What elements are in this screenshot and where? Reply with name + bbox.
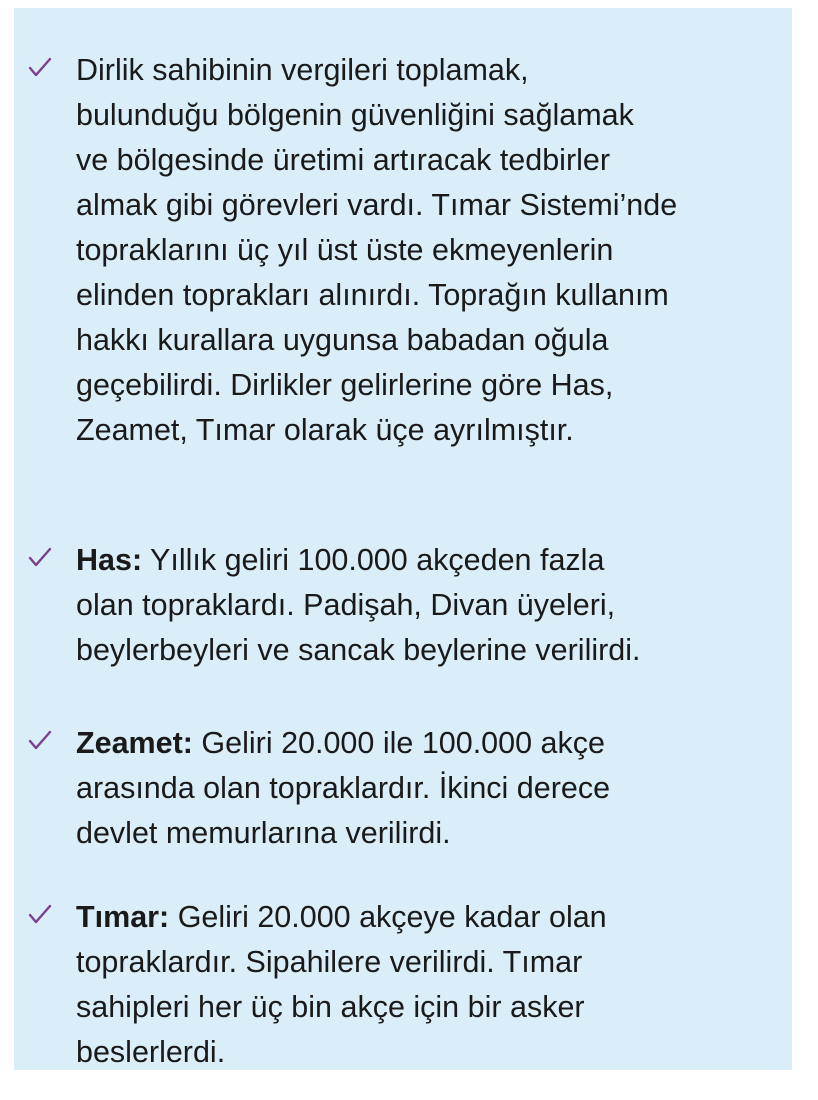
info-panel (14, 8, 792, 1070)
item-body: Yıllık geliri 100.000 akçeden fazla olan topraklardı. Padişah, Divan üyeleri, beylerbeyleri ve sancak beylerine verilirdi. (76, 543, 641, 667)
item-body: Geliri 20.000 ile 100.000 akçe arasında olan topraklardır. İkinci derece devlet memurlarına verilirdi. (76, 726, 611, 850)
item-text (76, 895, 788, 1075)
item-body: Geliri 20.000 akçeye kadar olan topraklardır. Sipahilere verilirdi. Tımar sahipleri her üç bin akçe için bir asker beslerlerdi. (76, 900, 607, 1069)
item-text (76, 48, 788, 453)
check-icon (26, 54, 54, 82)
item-term: Tımar: (76, 900, 170, 934)
check-icon (26, 544, 54, 572)
item-body: Dirlik sahibinin vergileri toplamak, bulunduğu bölgenin güvenliğini sağlamak ve bölgesinde üretimi artıracak tedbirler almak gibi görevleri vardı. Tımar Sistemi’nde topraklarını üç yıl üst üste ekmeyenlerin elinden toprakları alınırdı. Toprağın kullanım hakkı kurallara uygunsa babadan oğula geçebilirdi. Dirlikler gelirlerine göre Has, Zeamet, Tımar olarak üçe ayrılmıştır. (76, 53, 678, 447)
item-text (76, 538, 788, 673)
item-text (76, 721, 788, 856)
item-term: Zeamet: (76, 726, 193, 760)
check-icon (26, 901, 54, 929)
item-term: Has: (76, 543, 143, 577)
check-icon (26, 727, 54, 755)
